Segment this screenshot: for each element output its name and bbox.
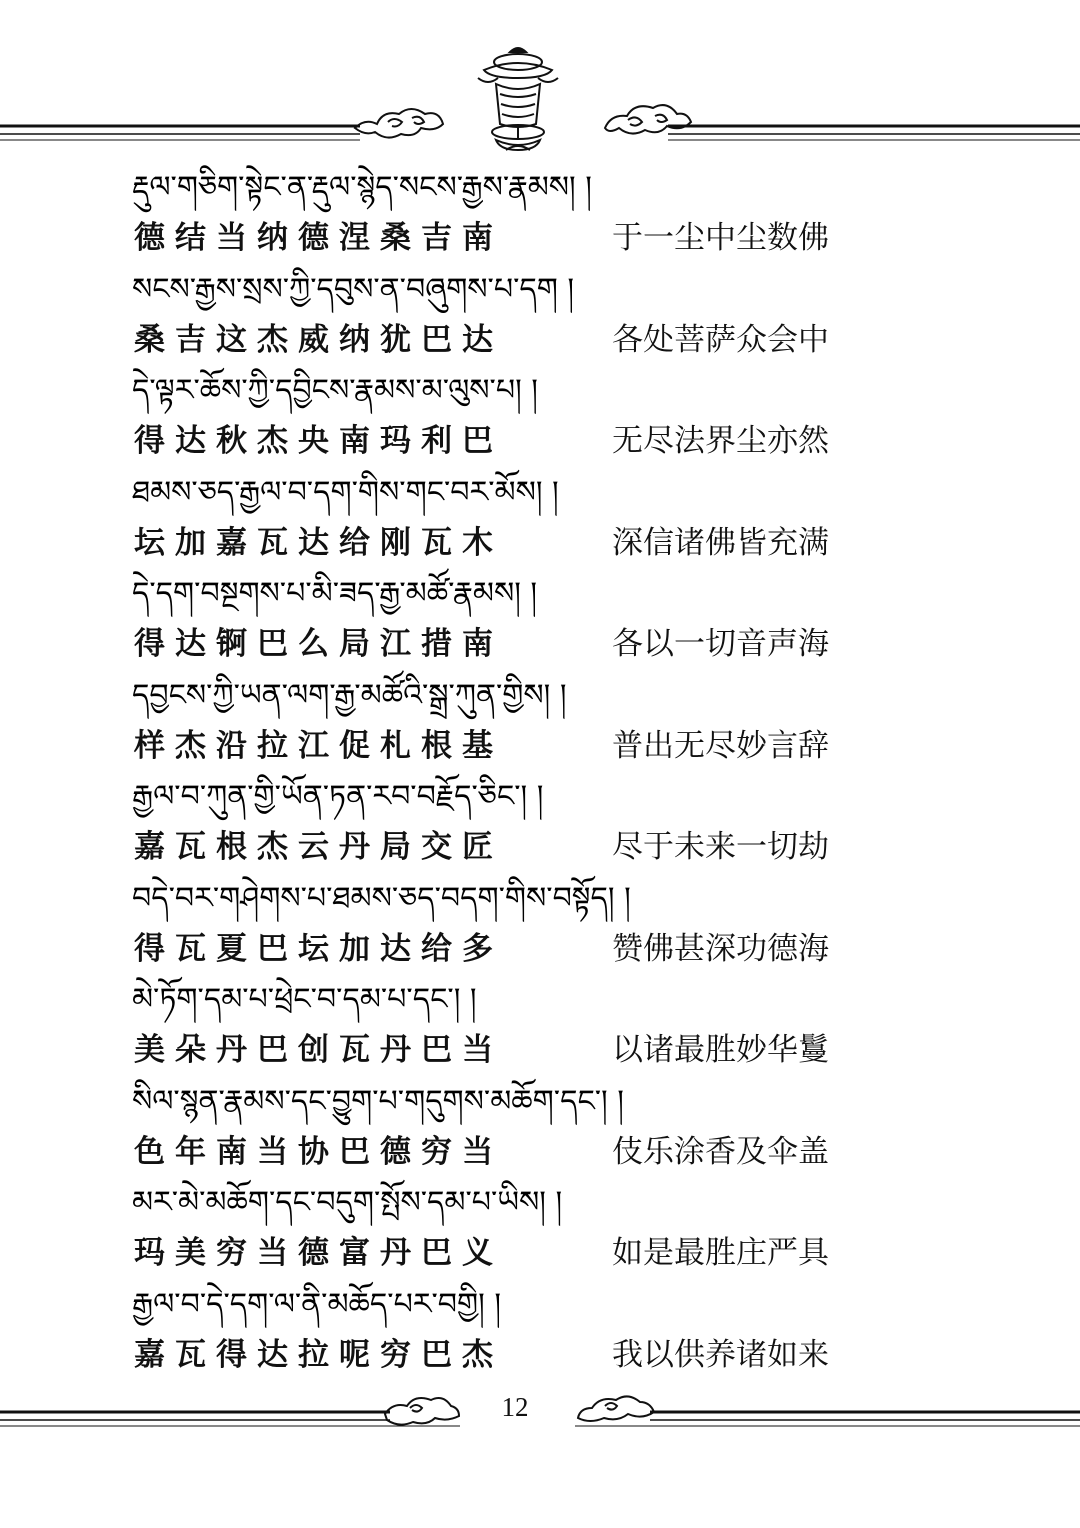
chinese-translation: 各以一切音声海 bbox=[612, 626, 829, 662]
cloud-icon bbox=[578, 1396, 654, 1421]
cloud-icon bbox=[385, 1398, 459, 1425]
header-ornament bbox=[0, 0, 1080, 170]
chinese-translation: 各处菩萨众会中 bbox=[612, 321, 829, 358]
transliteration-line: 得达秋杰央南玛利巴 bbox=[134, 423, 503, 459]
transliteration-line: 嘉瓦根杰云丹局交匠 bbox=[134, 829, 503, 865]
verse-block bbox=[132, 980, 852, 1082]
tibetan-line: བདེ་བར་གཤེགས་པ་ཐམས་ཅད་བདག་གིས་བསྟོད། ། bbox=[132, 880, 631, 916]
transliteration-line: 桑吉这杰威纳犹巴达 bbox=[134, 321, 503, 358]
tibetan-line: དབྱངས་ཀྱི་ཡན་ལག་རྒྱ་མཚོའི་སྒྲ་ཀུན་གྱིས། ། bbox=[132, 677, 567, 713]
chinese-translation: 以诸最胜妙华鬘 bbox=[612, 1032, 829, 1068]
tibetan-line: ཐམས་ཅད་རྒྱལ་བ་དག་གིས་གང་བར་མོས། ། bbox=[132, 474, 559, 510]
tibetan-line: སིལ་སྙན་རྣམས་དང་བྱུག་པ་གདུགས་མཆོག་དང་། ། bbox=[132, 1083, 624, 1119]
chinese-translation: 深信诸佛皆充满 bbox=[612, 524, 829, 561]
verse-list bbox=[132, 168, 852, 1386]
chinese-translation: 赞佛甚深功德海 bbox=[612, 930, 829, 967]
chinese-translation: 伎乐涂香及伞盖 bbox=[612, 1133, 829, 1170]
verse-block bbox=[132, 371, 852, 473]
chinese-translation: 无尽法界尘亦然 bbox=[612, 423, 829, 459]
tibetan-line: རྒྱལ་བ་དེ་དག་ལ་ནི་མཆོད་པར་བགྱི། ། bbox=[132, 1286, 501, 1322]
tibetan-line: མེ་ཏོག་དམ་པ་ཕྲེང་བ་དམ་པ་དང་། ། bbox=[132, 982, 477, 1017]
chinese-translation: 我以供养诸如来 bbox=[612, 1336, 829, 1373]
tibetan-line: རྡུལ་གཅིག་སྟེང་ན་རྡུལ་སྙེད་སངས་རྒྱས་རྣམས། ། bbox=[132, 170, 592, 205]
chinese-translation: 尽于未来一切劫 bbox=[612, 829, 829, 865]
verse-block bbox=[132, 777, 852, 879]
chinese-translation: 普出无尽妙言辞 bbox=[612, 727, 829, 764]
victory-banner-icon bbox=[478, 48, 558, 150]
transliteration-line: 得达锕巴么局江措南 bbox=[134, 626, 503, 662]
verse-block bbox=[132, 270, 852, 372]
transliteration-line: 美朵丹巴创瓦丹巴当 bbox=[134, 1032, 503, 1068]
transliteration-line: 嘉瓦得达拉呢穷巴杰 bbox=[134, 1336, 503, 1373]
tibetan-line: དེ་དག་བསྔགས་པ་མི་ཟད་རྒྱ་མཚོ་རྣམས། ། bbox=[132, 576, 538, 611]
chinese-translation: 于一尘中尘数佛 bbox=[612, 220, 829, 256]
transliteration-line: 样杰沿拉江促札根基 bbox=[134, 727, 503, 764]
page-number: 12 bbox=[501, 1392, 529, 1422]
tibetan-line: མར་མེ་མཆོག་དང་བདུག་སྤོས་དམ་པ་ཡིས། ། bbox=[132, 1185, 563, 1220]
chinese-translation: 如是最胜庄严具 bbox=[612, 1235, 829, 1271]
transliteration-line: 色年南当协巴德穷当 bbox=[134, 1133, 503, 1170]
verse-block bbox=[132, 574, 852, 676]
cloud-icon bbox=[605, 105, 691, 133]
tibetan-line: དེ་ལྟར་ཆོས་ཀྱི་དབྱིངས་རྣམས་མ་ལུས་པ། ། bbox=[132, 373, 538, 408]
verse-block bbox=[132, 1082, 852, 1184]
verse-block bbox=[132, 676, 852, 778]
transliteration-line: 得瓦夏巴坛加达给多 bbox=[134, 930, 503, 967]
verse-block bbox=[132, 879, 852, 981]
transliteration-line: 玛美穷当德富丹巴义 bbox=[134, 1235, 503, 1271]
transliteration-line: 坛加嘉瓦达给刚瓦木 bbox=[134, 524, 503, 561]
cloud-icon bbox=[355, 109, 443, 138]
verse-block bbox=[132, 168, 852, 270]
verse-block bbox=[132, 1285, 852, 1387]
tibetan-line: རྒྱལ་བ་ཀུན་གྱི་ཡོན་ཏན་རབ་བརྗོད་ཅིང་། ། bbox=[132, 779, 544, 814]
tibetan-line: སངས་རྒྱས་སྲས་ཀྱི་དབུས་ན་བཞུགས་པ་དག ། bbox=[132, 271, 575, 307]
verse-block bbox=[132, 1183, 852, 1285]
verse-block bbox=[132, 473, 852, 575]
transliteration-line: 德结当纳德涅桑吉南 bbox=[134, 220, 503, 256]
